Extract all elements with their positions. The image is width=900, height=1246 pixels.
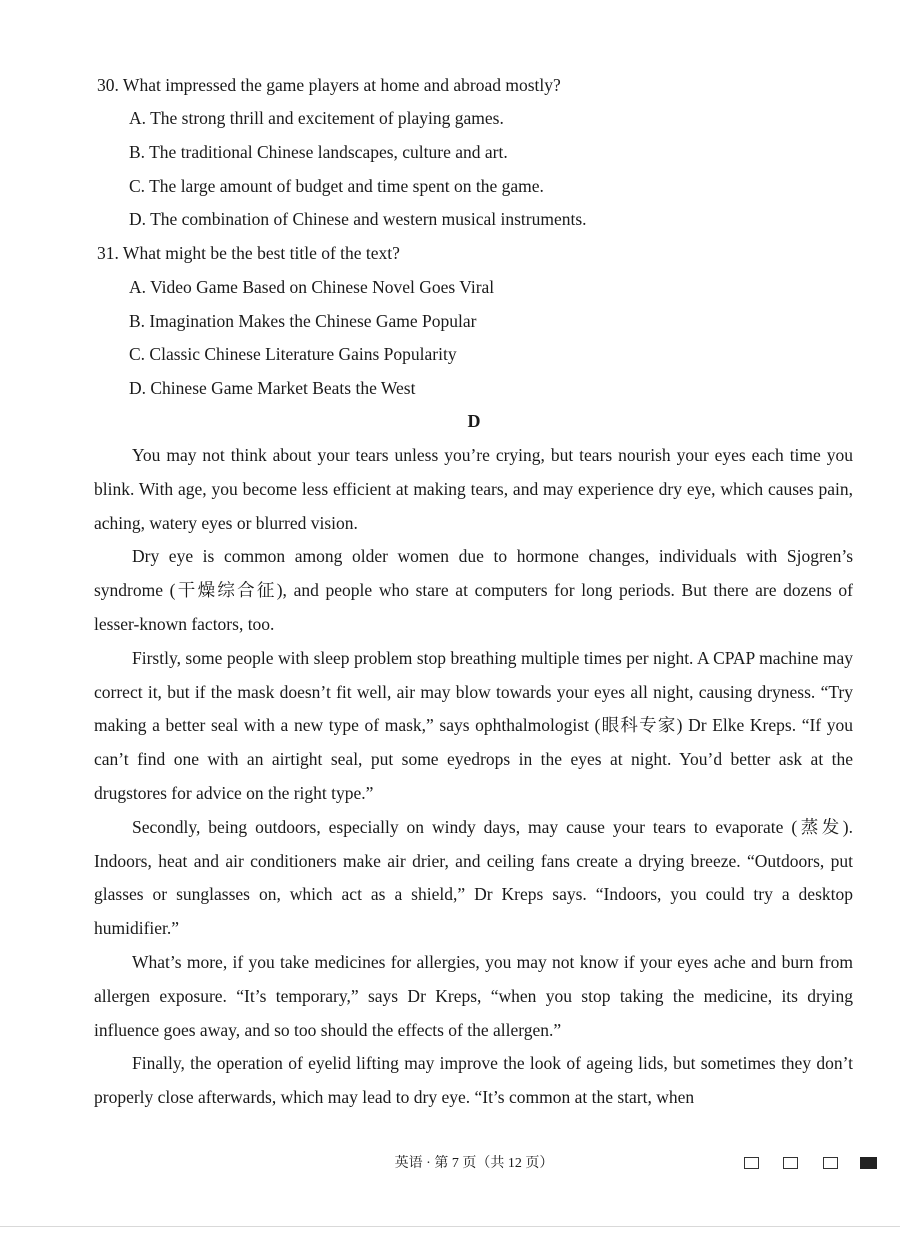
- scan-edge-divider: [0, 1226, 900, 1227]
- passage-paragraph: Dry eye is common among older women due to hormone changes, individuals with Sjogren’s syndrome (干燥综合征), and people who stare at computers for long periods. But there are dozens of lesser-known factors, too.: [94, 546, 853, 634]
- question-30-option-a: A. The strong thrill and excitement of playing games.: [129, 108, 504, 128]
- filled-box-icon: [860, 1157, 877, 1169]
- question-31-option-a: A. Video Game Based on Chinese Novel Goes Viral: [129, 277, 495, 297]
- question-30-option-b: B. The traditional Chinese landscapes, culture and art.: [129, 142, 508, 162]
- empty-box-icon: [744, 1157, 759, 1169]
- page-footer: 英语 · 第 7 页（共 12 页）: [394, 1156, 554, 1171]
- question-30-option-c: C. The large amount of budget and time spent on the game.: [129, 176, 544, 196]
- question-31-stem: 31. What might be the best title of the text?: [97, 243, 400, 263]
- passage-paragraph: What’s more, if you take medicines for allergies, you may not know if your eyes ache and burn from allergen exposure. “It’s temporary,” says Dr Kreps, “when you stop taking the medicine, its drying influence goes away, and so too should the effects of the allergen.”: [94, 951, 853, 1040]
- passage-paragraph: Secondly, being outdoors, especially on windy days, may cause your tears to evaporate (蒸发). Indoors, heat and air conditioners make air drier, and ceiling fans create a drying breeze. “Outdoors, put glasses or sunglasses on, which act as a shield,” Dr Kreps says. “Indoors, you could try a desktop humidifier.”: [94, 816, 853, 939]
- question-30-stem: 30. What impressed the game players at home and abroad mostly?: [97, 75, 561, 95]
- question-31-option-d: D. Chinese Game Market Beats the West: [129, 378, 416, 398]
- empty-box-icon: [823, 1157, 838, 1169]
- question-30-option-d: D. The combination of Chinese and western musical instruments.: [129, 209, 587, 229]
- reading-passage: [94, 439, 853, 1115]
- question-31-option-c: C. Classic Chinese Literature Gains Popularity: [129, 344, 457, 364]
- section-heading: D: [467, 411, 481, 431]
- passage-paragraph: You may not think about your tears unless you’re crying, but tears nourish your eyes each time you blink. With age, you become less efficient at making tears, and may experience dry eye, which causes pain, aching, watery eyes or blurred vision.: [94, 445, 853, 533]
- question-31-option-b: B. Imagination Makes the Chinese Game Popular: [129, 311, 477, 331]
- empty-box-icon: [783, 1157, 798, 1169]
- passage-paragraph: Finally, the operation of eyelid lifting may improve the look of ageing lids, but sometimes they don’t properly close afterwards, which may lead to dry eye. “It’s common at the start, when: [94, 1053, 853, 1108]
- passage-paragraph: Firstly, some people with sleep problem stop breathing multiple times per night. A CPAP machine may correct it, but if the mask doesn’t fit well, air may blow towards your eyes all night, causing dryness. “Try making a better seal with a new type of mask,” says ophthalmologist (眼科专家) Dr Elke Kreps. “If you can’t find one with an airtight seal, put some eyedrops in the eyes at night. You’d better ask at the drugstores for advice on the right type.”: [94, 647, 853, 803]
